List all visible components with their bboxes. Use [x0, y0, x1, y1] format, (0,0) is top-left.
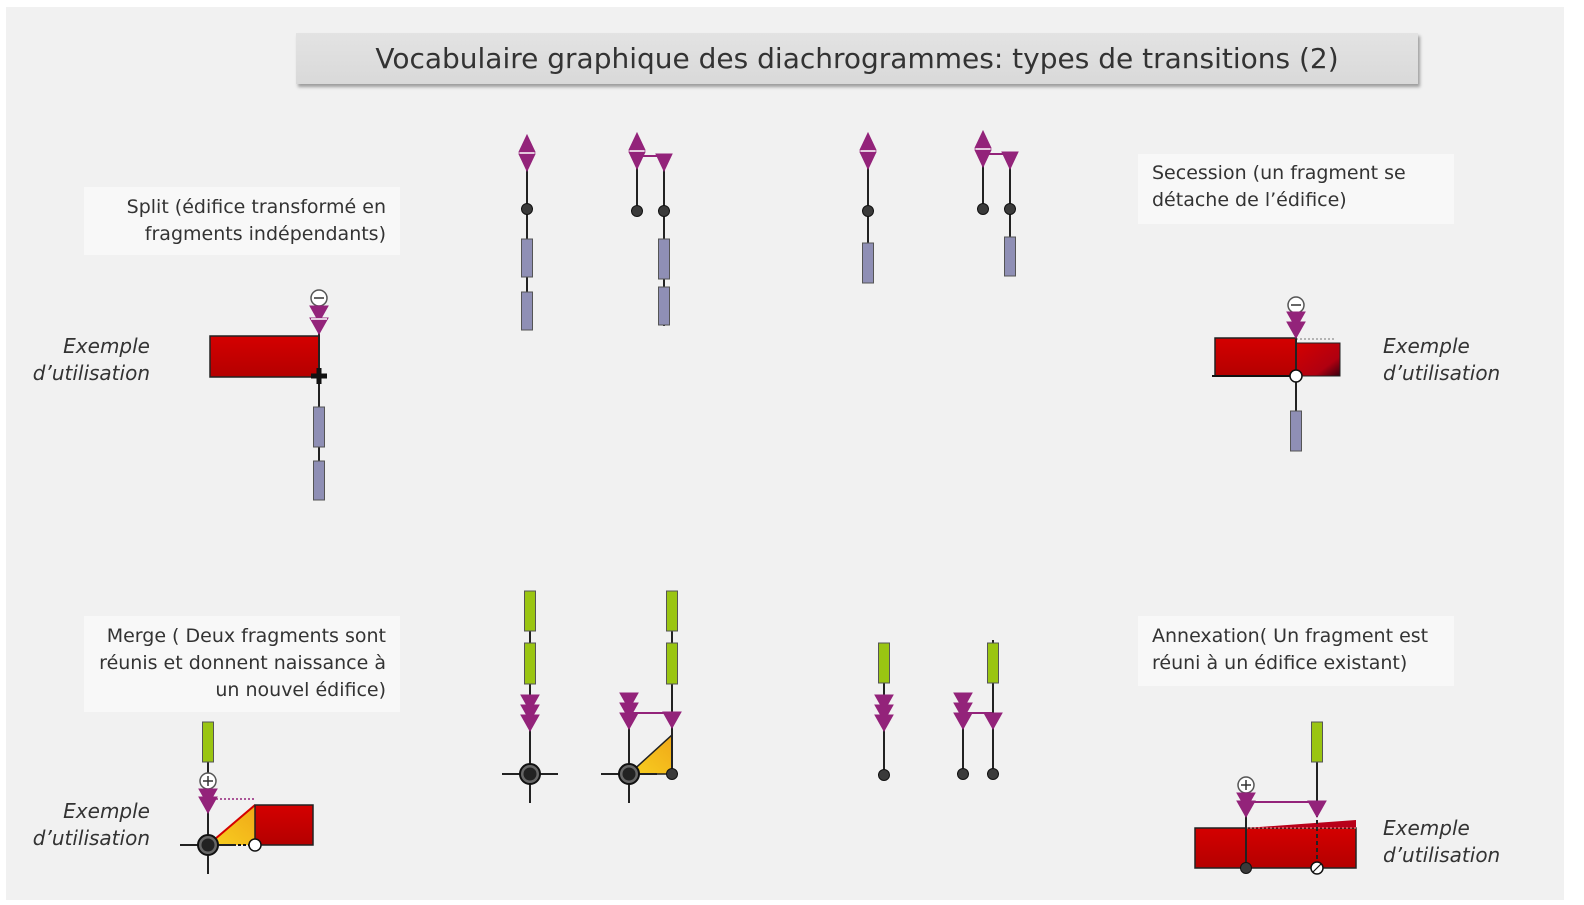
example-word: Exemple: [63, 799, 150, 823]
secession-symbol-a: [860, 133, 876, 283]
split-label-line-2: fragments indépendants): [144, 223, 386, 245]
secession-symbol-b: [975, 131, 1018, 276]
example-usage-word: d’utilisation: [1383, 361, 1501, 385]
merge-symbol-b: [601, 591, 681, 803]
annexation-symbol-a: [875, 643, 893, 781]
example-word: Exemple: [1383, 816, 1470, 840]
annexation-label-line-2: réuni à un édifice existant): [1152, 652, 1408, 674]
secession-example: [1212, 297, 1340, 451]
merge-symbol-a: [502, 591, 558, 803]
secession-label-line-1: Secession (un fragment se: [1152, 162, 1406, 184]
merge-label-line-2: réunis et donnent naissance à: [99, 652, 386, 674]
example-usage-word: d’utilisation: [32, 826, 150, 850]
secession-label-line-2: détache de l’édifice): [1152, 189, 1347, 211]
annexation-example: [1195, 722, 1356, 874]
merge-label-line-3: un nouvel édifice): [215, 679, 386, 701]
merge-label-line-1: Merge ( Deux fragments sont: [106, 625, 386, 647]
split-label-line-1: Split (édifice transformé en: [126, 196, 386, 218]
slide-title: Vocabulaire graphique des diachrogrammes: types de transitions (2): [296, 33, 1418, 84]
example-word: Exemple: [1383, 334, 1470, 358]
example-usage-word: d’utilisation: [32, 361, 150, 385]
merge-example: [180, 722, 313, 874]
annexation-symbol-b: [954, 640, 1002, 780]
split-symbol-a: [519, 135, 535, 330]
annexation-label-line-1: Annexation( Un fragment est: [1152, 625, 1429, 647]
example-word: Exemple: [63, 334, 150, 358]
example-usage-word: d’utilisation: [1383, 843, 1501, 867]
split-example: [210, 290, 328, 500]
split-symbol-b: [629, 133, 672, 326]
